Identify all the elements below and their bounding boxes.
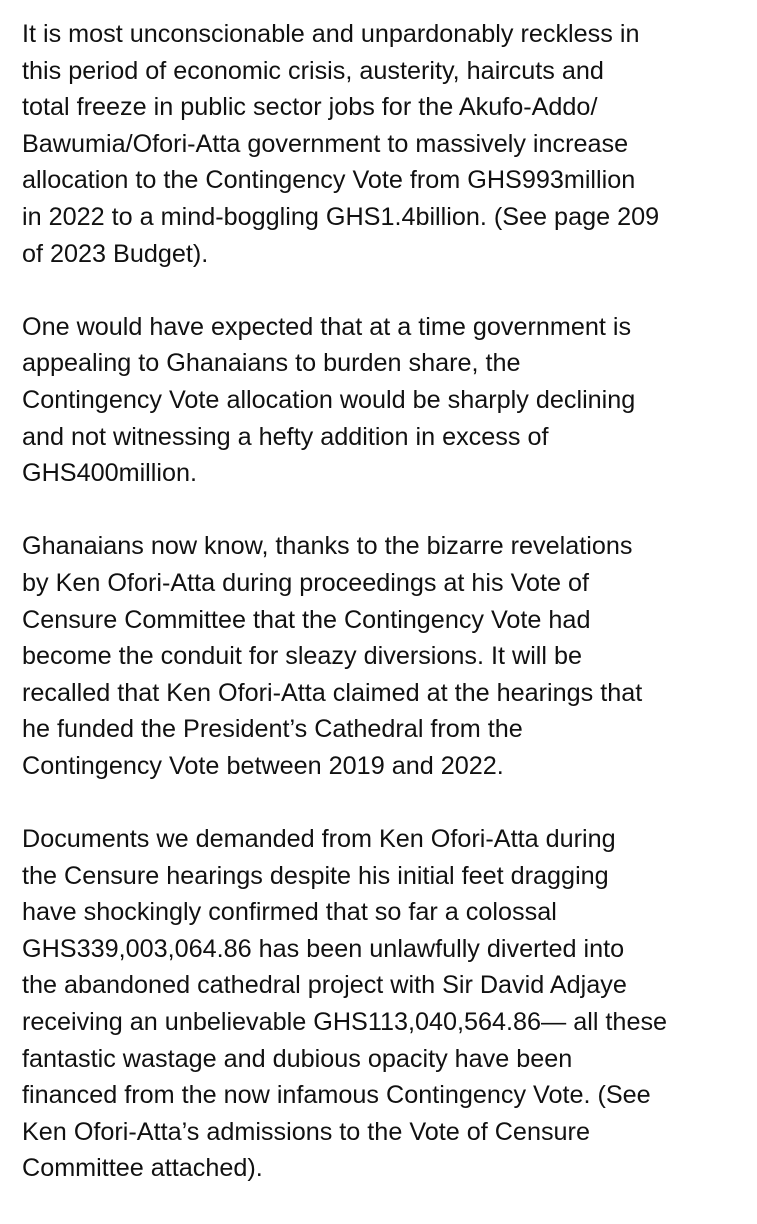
paragraph-1	[22, 16, 742, 272]
text-line: financed from the now infamous Contingency Vote. (See	[22, 1081, 651, 1110]
text-line: the abandoned cathedral project with Sir David Adjaye	[22, 971, 627, 1000]
text-line: Ghanaians now know, thanks to the bizarre revelations	[22, 532, 633, 561]
text-line: of 2023 Budget).	[22, 239, 209, 268]
paragraph-4	[22, 821, 742, 1187]
document-body	[22, 16, 742, 1224]
text-line: GHS400million.	[22, 459, 197, 488]
text-line: It is most unconscionable and unpardonably reckless in	[22, 20, 640, 48]
text-line: have shockingly confirmed that so far a colossal	[22, 898, 557, 927]
text-line: the Censure hearings despite his initial feet dragging	[22, 861, 609, 890]
text-line: appealing to Ghanaians to burden share, the	[22, 349, 521, 378]
text-line: fantastic wastage and dubious opacity have been	[22, 1044, 573, 1073]
text-line: receiving an unbelievable GHS113,040,564.86— all these	[22, 1008, 668, 1037]
text-line: and not witnessing a hefty addition in excess of	[22, 422, 549, 451]
text-line: Contingency Vote allocation would be sharply declining	[22, 385, 636, 414]
text-line: become the conduit for sleazy diversions. It will be	[22, 642, 582, 671]
text-line: One would have expected that at a time government is	[22, 312, 632, 341]
paragraph-3	[22, 528, 742, 784]
text-line: GHS339,003,064.86 has been unlawfully diverted into	[22, 934, 625, 963]
text-line: recalled that Ken Ofori-Atta claimed at the hearings that	[22, 678, 643, 707]
text-line: this period of economic crisis, austerity, haircuts and	[22, 56, 604, 85]
text-line: Documents we demanded from Ken Ofori-Atta during	[22, 825, 616, 854]
text-line: total freeze in public sector jobs for the Akufo-Addo/	[22, 93, 598, 122]
text-line: Committee attached).	[22, 1154, 263, 1183]
text-line: Bawumia/Ofori-Atta government to massively increase	[22, 129, 629, 158]
text-line: Contingency Vote between 2019 and 2022.	[22, 751, 504, 780]
text-line: in 2022 to a mind-boggling GHS1.4billion. (See page 209	[22, 202, 660, 231]
paragraph-2	[22, 309, 742, 492]
text-line: Censure Committee that the Contingency Vote had	[22, 605, 591, 634]
text-line: allocation to the Contingency Vote from GHS993million	[22, 166, 636, 195]
text-line: Ken Ofori-Atta’s admissions to the Vote of Censure	[22, 1117, 590, 1146]
text-line: he funded the President’s Cathedral from the	[22, 715, 523, 744]
text-line: by Ken Ofori-Atta during proceedings at his Vote of	[22, 568, 590, 597]
